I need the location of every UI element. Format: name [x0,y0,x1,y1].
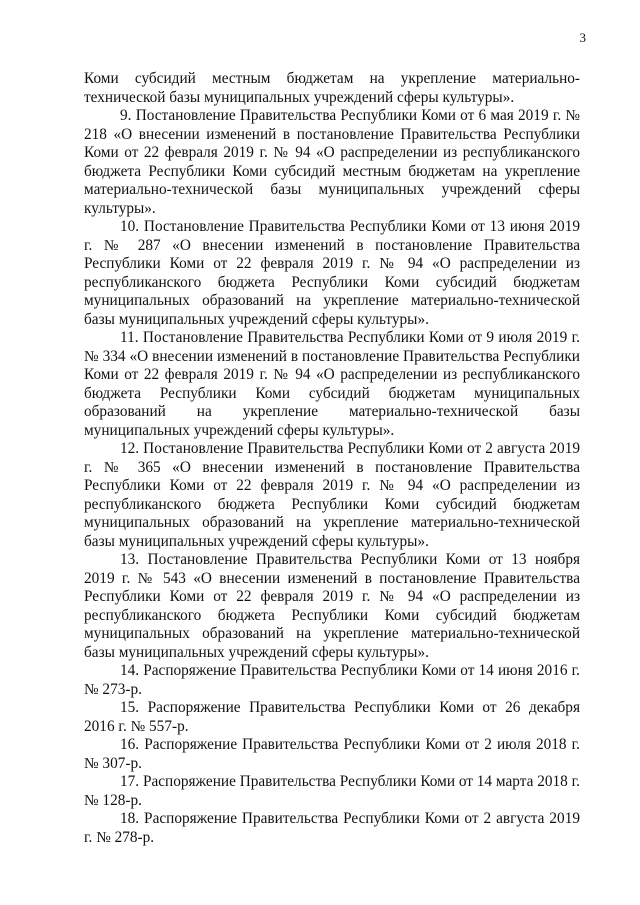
list-item-9: 9. Постановление Правительства Республики Коми от 6 мая 2019 г. № 218 «О внесении изменений в постановление Правительства Республики Коми от 22 февраля 2019 г. № 94 «О распределении из республиканского бюджета Республики Коми субсидий местным бюджетам на укрепление материально-технической базы муниципальных учреждений сферы культуры». [84,107,580,217]
list-item-15: 15. Распоряжение Правительства Республики Коми от 26 декабря 2016 г. № 557-р. [84,699,580,735]
page-number: 3 [579,30,586,45]
list-item-10: 10. Постановление Правительства Республики Коми от 13 июня 2019 г. № 287 «О внесении изменений в постановление Правительства Республики Коми от 22 февраля 2019 г. № 94 «О распределении из республиканского бюджета Республики Коми субсидий бюджетам муниципальных образований на укрепление материально-технической базы муниципальных учреждений сферы культуры». [84,218,580,328]
list-item-16: 16. Распоряжение Правительства Республики Коми от 2 июля 2018 г. № 307-р. [84,736,580,772]
document-body [84,70,580,847]
list-item-14: 14. Распоряжение Правительства Республики Коми от 14 июня 2016 г. № 273-р. [84,662,580,698]
list-item-12: 12. Постановление Правительства Республики Коми от 2 августа 2019 г. № 365 «О внесении изменений в постановление Правительства Республики Коми от 22 февраля 2019 г. № 94 «О распределении из республиканского бюджета Республики Коми субсидий бюджетам муниципальных образований на укрепление материально-технической базы муниципальных учреждений сферы культуры». [84,440,580,550]
list-item-17: 17. Распоряжение Правительства Республики Коми от 14 марта 2018 г. № 128-р. [84,773,580,809]
list-item-18: 18. Распоряжение Правительства Республики Коми от 2 августа 2019 г. № 278-р. [84,810,580,846]
paragraph-continuation: Коми субсидий местным бюджетам на укрепление материально-технической базы муниципальных учреждений сферы культуры». [84,70,580,106]
list-item-11: 11. Постановление Правительства Республики Коми от 9 июля 2019 г. № 334 «О внесении изменений в постановление Правительства Республики Коми от 22 февраля 2019 г. № 94 «О распределении из республиканского бюджета Республики Коми субсидий бюджетам муниципальных образований на укрепление материально-технической базы муниципальных учреждений сферы культуры». [84,329,580,439]
list-item-13: 13. Постановление Правительства Республики Коми от 13 ноября 2019 г. № 543 «О внесении изменений в постановление Правительства Республики Коми от 22 февраля 2019 г. № 94 «О распределении из республиканского бюджета Республики Коми субсидий бюджетам муниципальных образований на укрепление материально-технической базы муниципальных учреждений сферы культуры». [84,551,580,661]
